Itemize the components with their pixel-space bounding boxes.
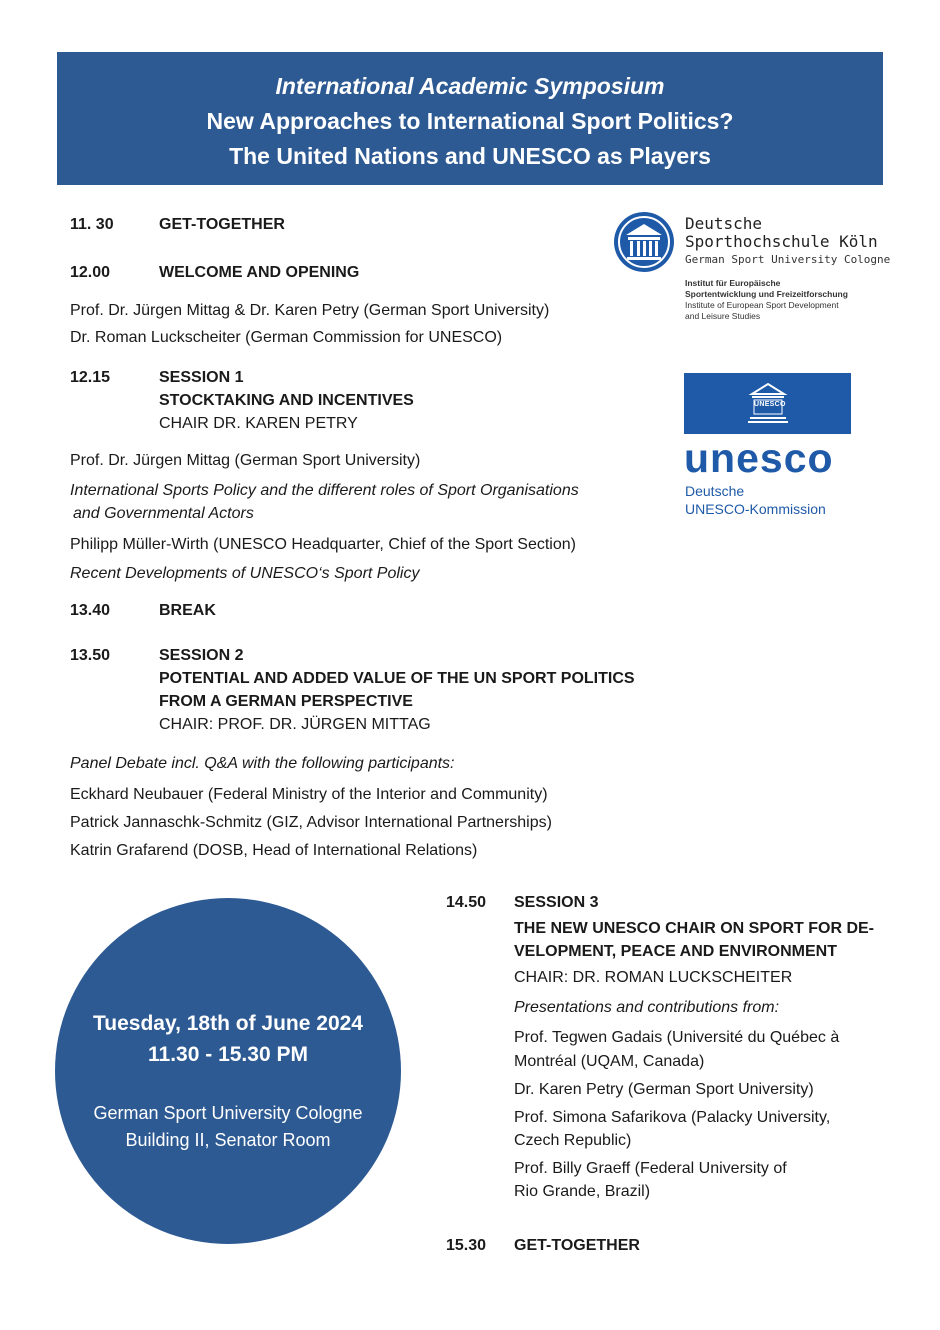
header-line-1: International Academic Symposium	[275, 73, 665, 99]
welcome-speaker-2: Dr. Roman Luckscheiter (German Commission for UNESCO)	[70, 329, 503, 346]
header-line-3: The United Nations and UNESCO as Players	[229, 143, 711, 169]
session-3-title: SESSION 3	[514, 894, 599, 911]
session-1-subtitle: STOCKTAKING AND INCENTIVES	[159, 392, 414, 409]
session-1-title: SESSION 1	[159, 369, 244, 386]
header-banner	[57, 52, 883, 185]
dshs-name-line-2: Sporthochschule Köln	[685, 232, 878, 251]
time-get-together: 11. 30	[70, 216, 114, 233]
title-welcome: WELCOME AND OPENING	[159, 264, 360, 281]
header-line-2: New Approaches to International Sport Politics?	[206, 108, 734, 134]
session-3-subtitle-2: VELOPMENT, PEACE AND ENVIRONMENT	[514, 943, 837, 960]
session-3-chair: CHAIR: DR. ROMAN LUCKSCHEITER	[514, 969, 793, 986]
event-time: 11.30 - 15.30 PM	[148, 1043, 308, 1066]
unesco-logo	[684, 373, 864, 523]
session-3-intro: Presentations and contributions from:	[514, 999, 780, 1016]
session-3-subtitle-1: THE NEW UNESCO CHAIR ON SPORT FOR DE-	[514, 920, 875, 937]
unesco-emblem-box	[684, 373, 851, 434]
session-3-presenter-1-line-2: Montréal (UQAM, Canada)	[514, 1053, 705, 1070]
session-2-intro: Panel Debate incl. Q&A with the following participants:	[70, 755, 455, 772]
session-1-chair: CHAIR DR. KAREN PETRY	[159, 415, 358, 432]
dshs-institute-line-2: Sportentwicklung und Freizeitforschung	[685, 289, 848, 299]
time-welcome: 12.00	[70, 264, 111, 281]
unesco-emblem-text: UNESCO	[754, 401, 786, 408]
time-session-2: 13.50	[70, 647, 111, 664]
event-venue-line-1: German Sport University Cologne	[93, 1103, 363, 1123]
session-2-participant-1: Eckhard Neubauer (Federal Ministry of the Interior and Community)	[70, 786, 548, 803]
session-2-subtitle-2: FROM A GERMAN PERSPECTIVE	[159, 693, 413, 710]
session-2-subtitle-1: POTENTIAL AND ADDED VALUE OF THE UN SPORT POLITICS	[159, 670, 635, 687]
session-2-chair: CHAIR: PROF. DR. JÜRGEN MITTAG	[159, 716, 431, 733]
event-venue-line-2: Building II, Senator Room	[125, 1130, 331, 1150]
title-get-together: GET-TOGETHER	[159, 216, 285, 233]
time-final-get-together: 15.30	[446, 1237, 487, 1254]
time-break: 13.40	[70, 602, 111, 619]
title-break: BREAK	[159, 602, 216, 619]
session-3-presenter-3-line-1: Prof. Simona Safarikova (Palacky University,	[514, 1109, 831, 1126]
session-3-presenter-1-line-1: Prof. Tegwen Gadais (Université du Québec à	[514, 1029, 840, 1046]
time-session-1: 12.15	[70, 369, 111, 386]
dshs-institute-line-3: Institute of European Sport Development	[685, 300, 839, 310]
dshs-institute-line-1: Institut für Europäische	[685, 278, 781, 288]
dshs-name-line-1: Deutsche	[685, 214, 763, 233]
dshs-logo	[612, 210, 891, 325]
session-1-talk-1-line-1: International Sports Policy and the different roles of Sport Organisations	[70, 482, 579, 499]
unesco-subline-2: UNESCO-Kommission	[685, 501, 826, 517]
session-1-speaker-1: Prof. Dr. Jürgen Mittag (German Sport University)	[70, 452, 421, 469]
title-final-get-together: GET-TOGETHER	[514, 1237, 640, 1254]
session-3-presenter-4-line-2: Rio Grande, Brazil)	[514, 1183, 651, 1200]
session-1-speaker-2: Philipp Müller-Wirth (UNESCO Headquarter, Chief of the Sport Section)	[70, 536, 576, 553]
welcome-speaker-1: Prof. Dr. Jürgen Mittag & Dr. Karen Petry (German Sport University)	[70, 302, 550, 319]
event-info-circle	[55, 898, 401, 1244]
unesco-subline-1: Deutsche	[685, 483, 745, 499]
time-session-3: 14.50	[446, 894, 487, 911]
dshs-institute-line-4: and Leisure Studies	[685, 311, 761, 321]
session-1-talk-1-line-2: and Governmental Actors	[73, 505, 254, 522]
session-3-presenter-4-line-1: Prof. Billy Graeff (Federal University of	[514, 1160, 787, 1177]
session-3-presenter-2: Dr. Karen Petry (German Sport University)	[514, 1081, 814, 1098]
session-3-presenter-3-line-2: Czech Republic)	[514, 1132, 632, 1149]
unesco-wordmark: unesco	[684, 435, 834, 481]
session-2-participant-2: Patrick Jannaschk-Schmitz (GIZ, Advisor International Partnerships)	[70, 814, 552, 831]
session-2-participant-3: Katrin Grafarend (DOSB, Head of International Relations)	[70, 842, 478, 859]
session-1-talk-2: Recent Developments of UNESCO‘s Sport Policy	[70, 565, 420, 582]
dshs-english-name: German Sport University Cologne	[685, 253, 891, 266]
event-date: Tuesday, 18th of June 2024	[93, 1012, 363, 1035]
dshs-emblem-icon	[612, 210, 676, 274]
session-2-title: SESSION 2	[159, 647, 244, 664]
